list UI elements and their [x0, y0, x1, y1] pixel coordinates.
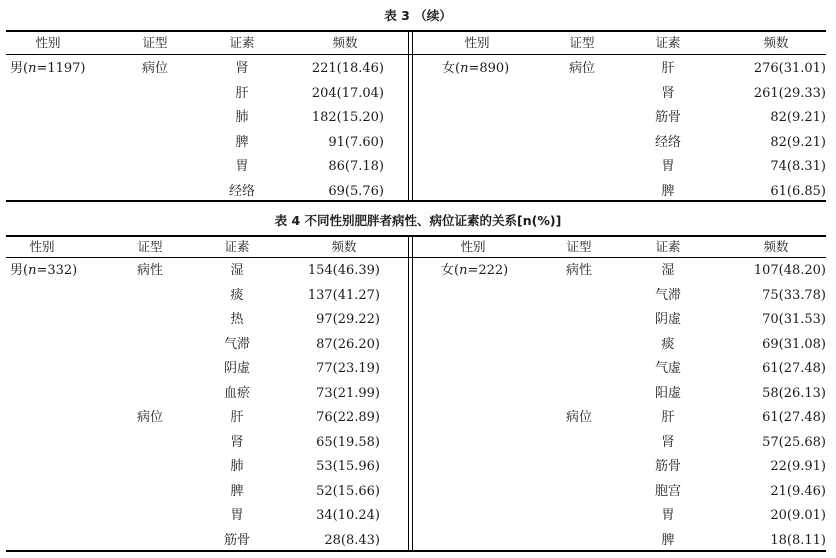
table4-header-type-left: 证型 [137, 239, 163, 254]
table3-right-element: 经络 [654, 134, 682, 150]
table3-header-rule [6, 54, 826, 55]
table3-left-element: 经络 [228, 183, 256, 199]
table4-left-frequency: 76(22.89) [316, 410, 380, 425]
table4-type2-male: 病位 [136, 410, 164, 425]
table3-left-element: 肾 [235, 61, 249, 76]
table3-left-element: 胃 [235, 159, 249, 174]
table4-right-frequency: 75(33.78) [762, 287, 826, 303]
table4-right-element: 气虚 [654, 361, 682, 376]
table4-right-element: 气滞 [654, 287, 682, 303]
table4-bottom-rule [6, 550, 826, 552]
table4-left-element: 肾 [230, 434, 244, 450]
table3-header-sex-left: 性别 [35, 35, 61, 50]
table4-left-frequency: 87(26.20) [316, 336, 380, 352]
table4-left-element: 气滞 [223, 336, 251, 352]
table3-caption: 表 3 （续） [384, 8, 452, 23]
table4-left-element: 湿 [230, 263, 244, 278]
table3-type-male: 病位 [141, 61, 169, 76]
table4-left-frequency: 73(21.99) [316, 385, 380, 401]
table4-right-frequency: 107(48.20) [753, 263, 826, 278]
table4-header-freq-left: 频数 [331, 239, 357, 254]
table4-left-element: 热 [230, 312, 244, 327]
table4-left-element: 肝 [230, 410, 244, 425]
table4-left-frequency: 97(29.22) [316, 312, 380, 327]
table3-right-frequency: 261(29.33) [753, 85, 826, 101]
table4-right-frequency: 22(9.91) [770, 459, 826, 474]
table3-right-frequency: 82(9.21) [770, 134, 826, 150]
table3-left-frequency: 91(7.60) [328, 134, 384, 150]
table4-group-male: 男(n=332) [10, 263, 78, 278]
table3-group-male: 男(n=1197) [10, 61, 86, 76]
table3-header-sex-right: 性别 [464, 35, 490, 50]
table4-divider-b [412, 236, 413, 550]
table4-left-frequency: 52(15.66) [316, 483, 380, 499]
table4-header-rule [6, 257, 826, 258]
table4-left-element: 胃 [230, 508, 244, 523]
table4-top-rule [6, 235, 826, 237]
table4-left-frequency: 65(19.58) [316, 434, 380, 450]
table4-right-element: 胞宫 [654, 483, 682, 499]
table4-right-frequency: 70(31.53) [762, 312, 826, 327]
table3-left-frequency: 86(7.18) [328, 159, 384, 174]
table4-type1-female: 病性 [565, 263, 593, 278]
table4-right-element: 阳虚 [654, 385, 682, 401]
table4-right-frequency: 57(25.68) [762, 434, 826, 450]
table3-header-freq-right: 频数 [763, 35, 789, 50]
table3-divider-b [412, 31, 413, 200]
table3-left-element: 脾 [235, 134, 249, 150]
table4-right-element: 肝 [661, 410, 675, 425]
table4-right-frequency: 69(31.08) [762, 336, 826, 352]
table3-header-element-left: 证素 [229, 35, 255, 50]
table4-right-element: 肾 [661, 434, 675, 450]
table4-header-type-right: 证型 [566, 239, 592, 254]
table3-group-female: 女(n=890) [442, 61, 510, 76]
table4-right-frequency: 20(9.01) [770, 508, 826, 523]
table3-right-element: 肾 [661, 85, 675, 101]
table3-right-frequency: 82(9.21) [770, 110, 826, 125]
table3-left-element: 肺 [235, 110, 249, 125]
table3-right-element: 肝 [661, 61, 675, 76]
table4-left-frequency: 34(10.24) [316, 508, 380, 523]
table4-right-frequency: 61(27.48) [762, 410, 826, 425]
table4-right-element: 痰 [661, 336, 675, 352]
table3-right-frequency: 61(6.85) [770, 183, 826, 199]
table4-header-sex-left: 性别 [29, 239, 55, 254]
table4-right-element: 湿 [661, 263, 675, 278]
table3-left-element: 肝 [235, 85, 249, 101]
table3-right-frequency: 276(31.01) [753, 61, 826, 76]
table4-header-element-right: 证素 [655, 239, 681, 254]
table4-header-freq-right: 频数 [763, 239, 789, 254]
table4-left-frequency: 53(15.96) [316, 459, 380, 474]
table4-right-frequency: 18(8.11) [770, 532, 826, 548]
table3-right-element: 胃 [661, 159, 675, 174]
table3-header-freq-left: 频数 [332, 35, 358, 50]
table3-header-type-left: 证型 [142, 35, 168, 50]
table3-left-frequency: 221(18.46) [311, 61, 384, 76]
table3-right-frequency: 74(8.31) [770, 159, 826, 174]
table3-right-element: 筋骨 [654, 110, 682, 125]
table3-divider-a [408, 31, 409, 200]
table3-header-type-right: 证型 [569, 35, 595, 50]
table4-right-frequency: 61(27.48) [762, 361, 826, 376]
table4-left-frequency: 154(46.39) [307, 263, 380, 278]
table4-right-element: 阴虚 [654, 312, 682, 327]
table4-left-element: 脾 [230, 483, 244, 499]
table3-left-frequency: 182(15.20) [311, 110, 384, 125]
table4-header-element-left: 证素 [224, 239, 250, 254]
table4-left-element: 痰 [230, 287, 244, 303]
table4-left-element: 阴虚 [223, 361, 251, 376]
table3-type-female: 病位 [568, 61, 596, 76]
table4-left-element: 筋骨 [223, 532, 251, 548]
table4-right-element: 筋骨 [654, 459, 682, 474]
table4-divider-a [408, 236, 409, 550]
table4-left-element: 血瘀 [223, 385, 251, 401]
table4-type2-female: 病位 [565, 410, 593, 425]
table4-right-frequency: 21(9.46) [770, 483, 826, 499]
table4-left-frequency: 137(41.27) [307, 287, 380, 303]
table3-left-frequency: 69(5.76) [328, 183, 384, 199]
table4-left-frequency: 77(23.19) [316, 361, 380, 376]
table4-right-element: 脾 [661, 532, 675, 548]
table4-group-female: 女(n=222) [441, 263, 509, 278]
table3-top-rule [6, 30, 826, 32]
table4-left-element: 肺 [230, 459, 244, 474]
table4-right-frequency: 58(26.13) [762, 385, 826, 401]
table4-caption: 表 4 不同性别肥胖者病性、病位证素的关系[n(%)] [274, 213, 562, 228]
table3-header-element-right: 证素 [655, 35, 681, 50]
table4-left-frequency: 28(8.43) [324, 532, 380, 548]
table4-type1-male: 病性 [136, 263, 164, 278]
table3-left-frequency: 204(17.04) [311, 85, 384, 101]
table4-right-element: 胃 [661, 508, 675, 523]
table4-header-sex-right: 性别 [460, 239, 486, 254]
table3-bottom-rule [6, 200, 826, 202]
table3-right-element: 脾 [661, 183, 675, 199]
